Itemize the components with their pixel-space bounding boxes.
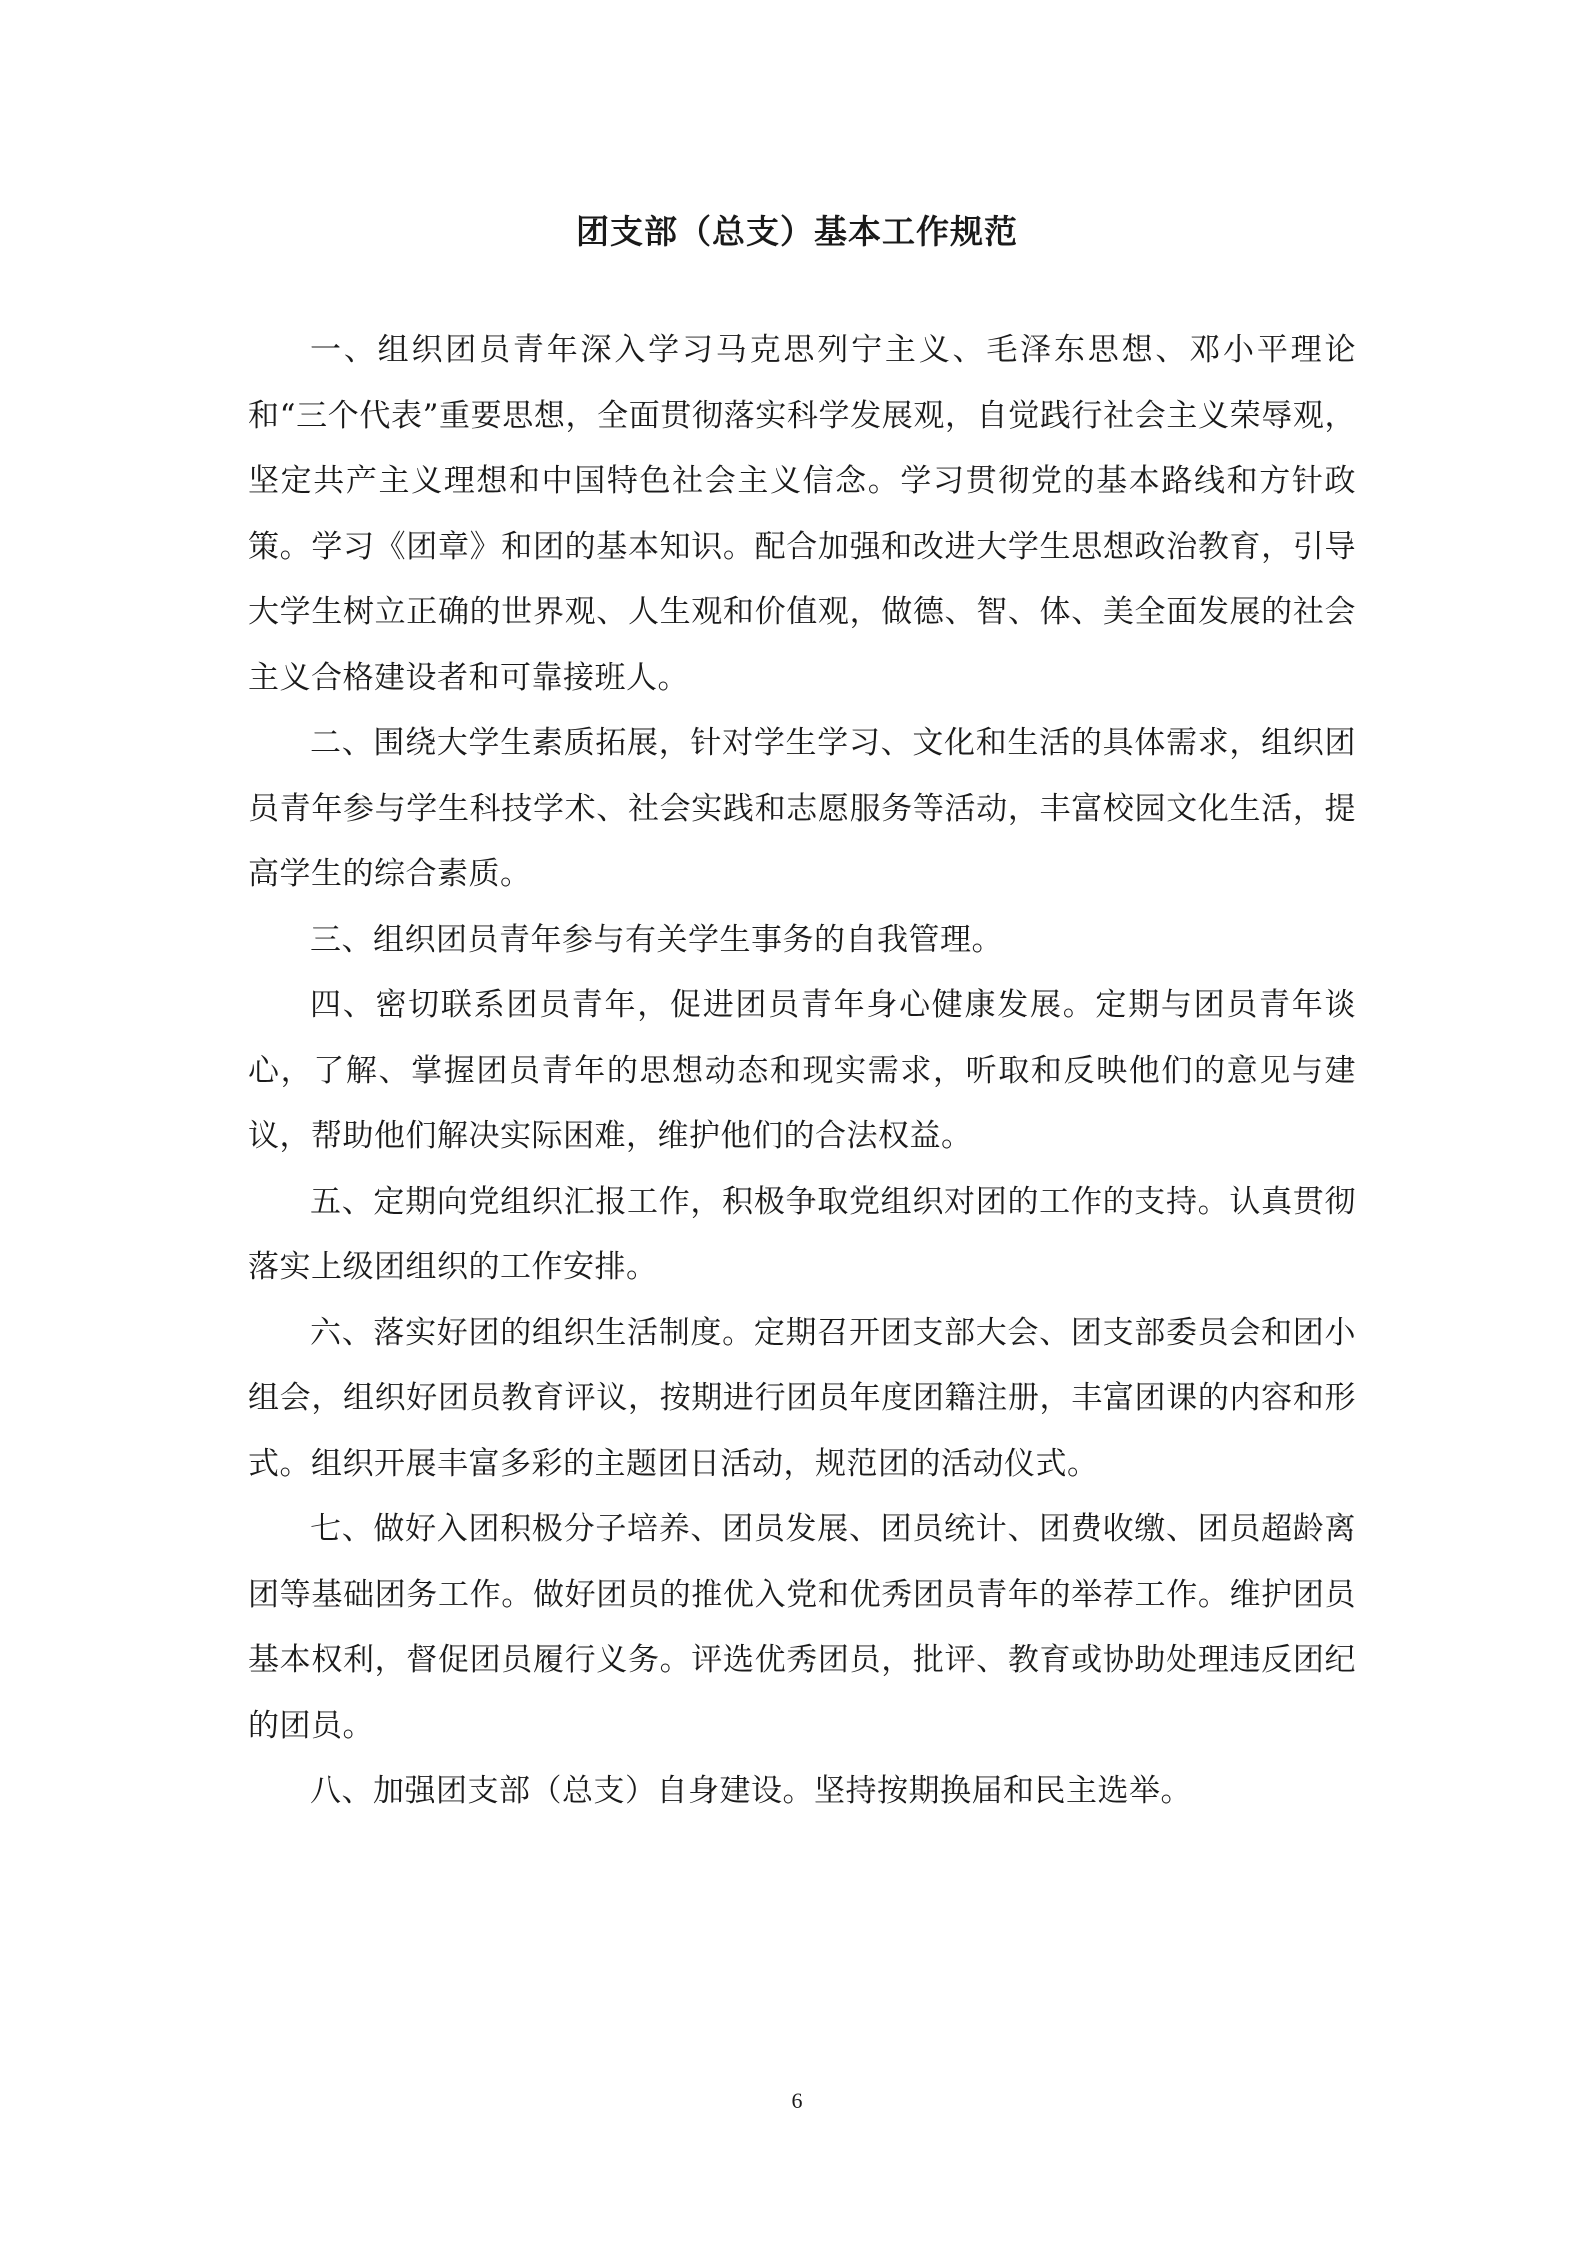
paragraph-2: 二、围绕大学生素质拓展，针对学生学习、文化和生活的具体需求，组织团员青年参与学生科技学术、社会实践和志愿服务等活动，丰富校园文化生活，提高学生的综合素质。 <box>248 725 1356 892</box>
document-title: 团支部（总支）基本工作规范 <box>576 212 1018 251</box>
paragraph-1: 一、组织团员青年深入学习马克思列宁主义、毛泽东思想、邓小平理论和“三个代表”重要思想，全面贯彻落实科学发展观，自觉践行社会主义荣辱观，坚定共产主义理想和中国特色社会主义信念。学习贯彻党的基本路线和方针政策。学习《团章》和团的基本知识。配合加强和改进大学生思想政治教育，引导大学生树立正确的世界观、人生观和价值观，做德、智、体、美全面发展的社会主义合格建设者和可靠接班人。 <box>248 332 1356 696</box>
document-body <box>248 318 1356 1825</box>
page-number: 6 <box>791 2088 803 2113</box>
paragraph-8: 八、加强团支部（总支）自身建设。坚持按期换届和民主选举。 <box>310 1773 1192 1809</box>
paragraph-5: 五、定期向党组织汇报工作，积极争取党组织对团的工作的支持。认真贯彻落实上级团组织的工作安排。 <box>248 1183 1356 1285</box>
paragraph-3: 三、组织团员青年参与有关学生事务的自我管理。 <box>310 921 1003 958</box>
paragraph-7: 七、做好入团积极分子培养、团员发展、团员统计、团费收缴、团员超龄离团等基础团务工作。做好团员的推优入党和优秀团员青年的举荐工作。维护团员基本权利，督促团员履行义务。评选优秀团员，批评、教育或协助处理违反团纪的团员。 <box>248 1511 1356 1744</box>
paragraph-4: 四、密切联系团员青年，促进团员青年身心健康发展。定期与团员青年谈心，了解、掌握团员青年的思想动态和现实需求，听取和反映他们的意见与建议，帮助他们解决实际困难，维护他们的合法权益。 <box>248 987 1356 1154</box>
paragraph-6: 六、落实好团的组织生活制度。定期召开团支部大会、团支部委员会和团小组会，组织好团员教育评议，按期进行团员年度团籍注册，丰富团课的内容和形式。组织开展丰富多彩的主题团日活动，规范团的活动仪式。 <box>248 1314 1356 1482</box>
